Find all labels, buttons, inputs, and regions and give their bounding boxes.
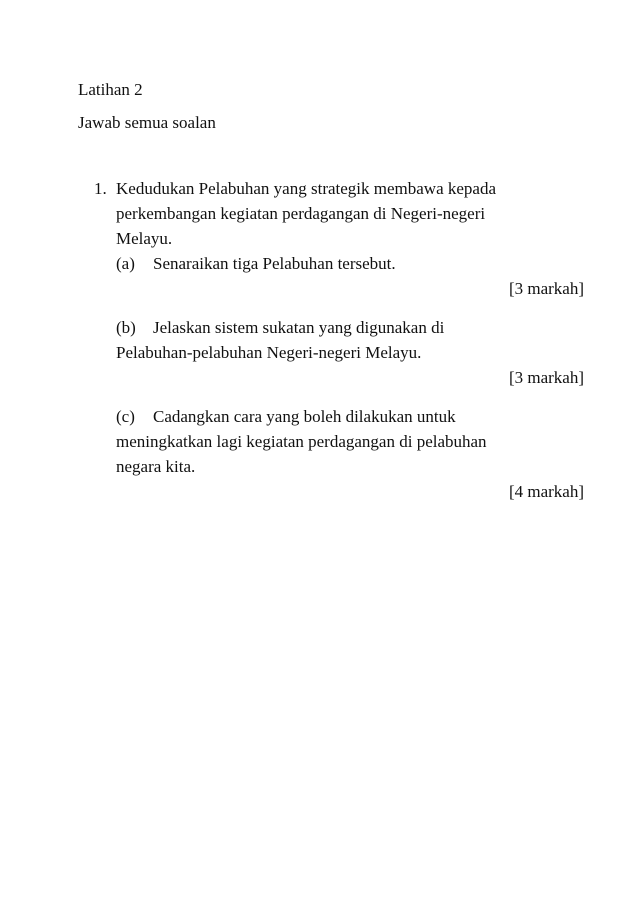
question-stem-line-2: perkembangan kegiatan perdagangan di Negeri-negeri (116, 204, 486, 223)
part-a-line-1 (116, 251, 561, 276)
part-c-marks: [4 markah] (508, 482, 584, 501)
question-stem (94, 176, 564, 251)
part-a-label: (a) (116, 254, 135, 273)
part-c-text-3: negara kita. (116, 457, 196, 476)
part-c-label: (c) (116, 407, 135, 426)
question-stem-line-1: Kedudukan Pelabuhan yang strategik membawa kepada (116, 179, 497, 198)
instruction-text: Jawab semua soalan (78, 113, 216, 132)
part-b-marks: [3 markah] (508, 368, 584, 387)
part-b-line-1 (116, 315, 561, 340)
part-a-text-1: Senaraikan tiga Pelabuhan tersebut. (153, 254, 396, 273)
part-b-line-2 (116, 340, 561, 365)
part-a-marks: [3 markah] (508, 279, 584, 298)
question-part-c (94, 404, 584, 504)
question-number: 1. (94, 179, 107, 198)
part-c-line-3 (116, 454, 561, 479)
part-c-text-1: Cadangkan cara yang boleh dilakukan untuk (153, 407, 456, 426)
page-title: Latihan 2 (78, 80, 143, 99)
spacer (94, 301, 564, 315)
part-b-label: (b) (116, 318, 136, 337)
part-c-line-2 (116, 429, 561, 454)
part-c-line-1 (116, 404, 561, 429)
part-b-text-1: Jelaskan sistem sukatan yang digunakan di (153, 318, 445, 337)
part-b-text-2: Pelabuhan-pelabuhan Negeri-negeri Melayu. (116, 343, 422, 362)
question-stem-line-3: Melayu. (116, 229, 173, 248)
question-part-b (94, 315, 584, 390)
spacer (94, 390, 564, 404)
question-1 (94, 176, 584, 504)
question-part-a (94, 251, 584, 301)
part-c-text-2: meningkatkan lagi kegiatan perdagangan di pelabuhan (116, 432, 487, 451)
